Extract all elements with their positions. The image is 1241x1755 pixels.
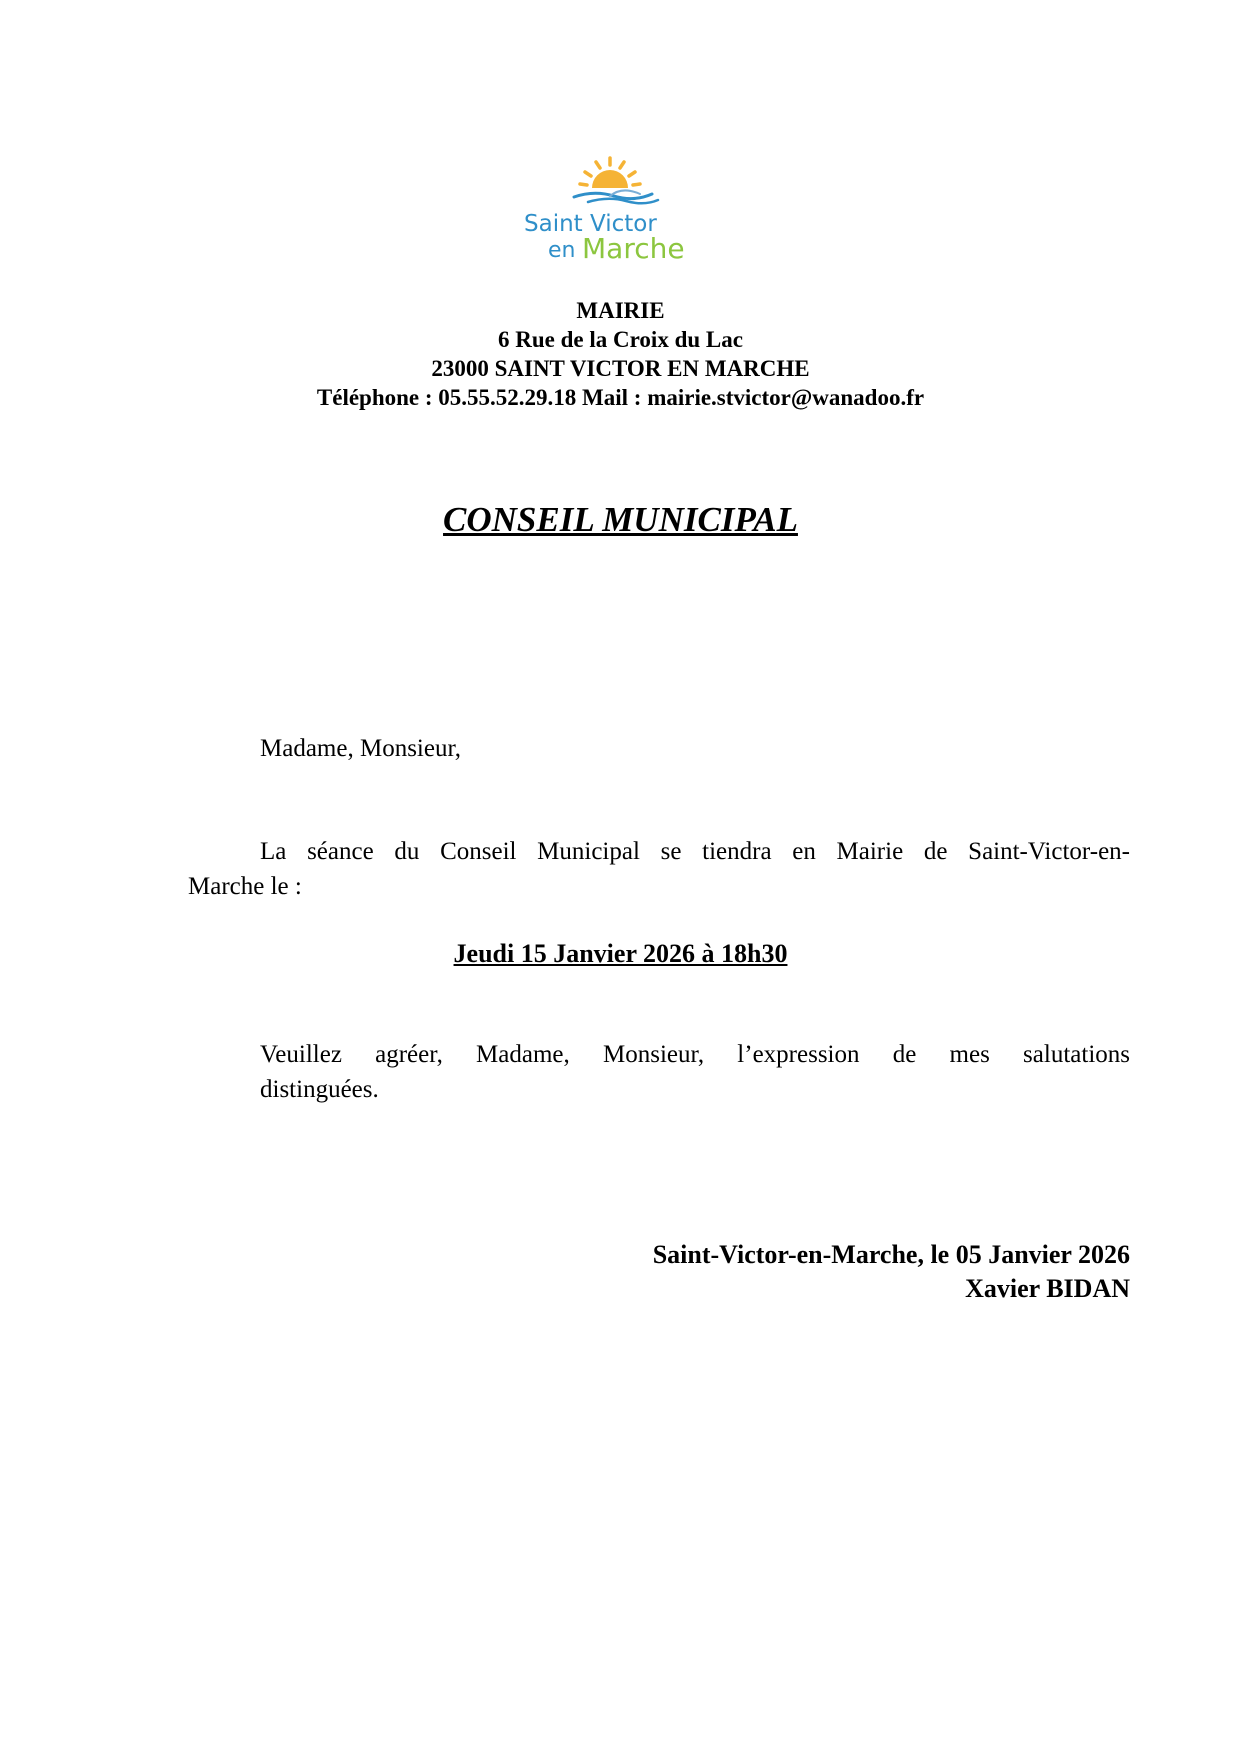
meeting-date: Jeudi 15 Janvier 2026 à 18h30 <box>453 939 788 968</box>
letterhead <box>0 296 1241 412</box>
wave-icon <box>574 190 658 203</box>
sun-icon <box>580 158 640 188</box>
signature-block <box>653 1238 1130 1306</box>
paragraph-line: La séance du Conseil Municipal se tiendra en Mairie de Saint-Victor-en- <box>260 838 1130 865</box>
announcement-paragraph <box>188 834 1130 904</box>
logo-line1: Saint Victor <box>524 211 657 237</box>
org-name: MAIRIE <box>576 298 665 323</box>
salutation: Madame, Monsieur, <box>260 735 462 762</box>
page-title: CONSEIL MUNICIPAL <box>443 500 798 539</box>
closing-paragraph <box>260 1037 1130 1107</box>
place-date: Saint-Victor-en-Marche, le 05 Janvier 2026 <box>652 1240 1130 1269</box>
signatory-name: Xavier BIDAN <box>965 1274 1130 1303</box>
paragraph-line: Veuillez agréer, Madame, Monsieur, l’expression de mes salutations <box>260 1041 1130 1068</box>
paragraph-line: distinguées. <box>260 1076 379 1103</box>
paragraph-line: Marche le : <box>188 873 302 900</box>
logo-line2-prefix: en <box>548 238 576 263</box>
contact-line: Téléphone : 05.55.52.29.18 Mail : mairie.stvictor@wanadoo.fr <box>316 385 925 410</box>
logo-line2-word: Marche <box>582 232 685 265</box>
municipality-logo <box>522 150 712 268</box>
city-address: 23000 SAINT VICTOR EN MARCHE <box>431 356 810 381</box>
street-address: 6 Rue de la Croix du Lac <box>498 327 743 352</box>
